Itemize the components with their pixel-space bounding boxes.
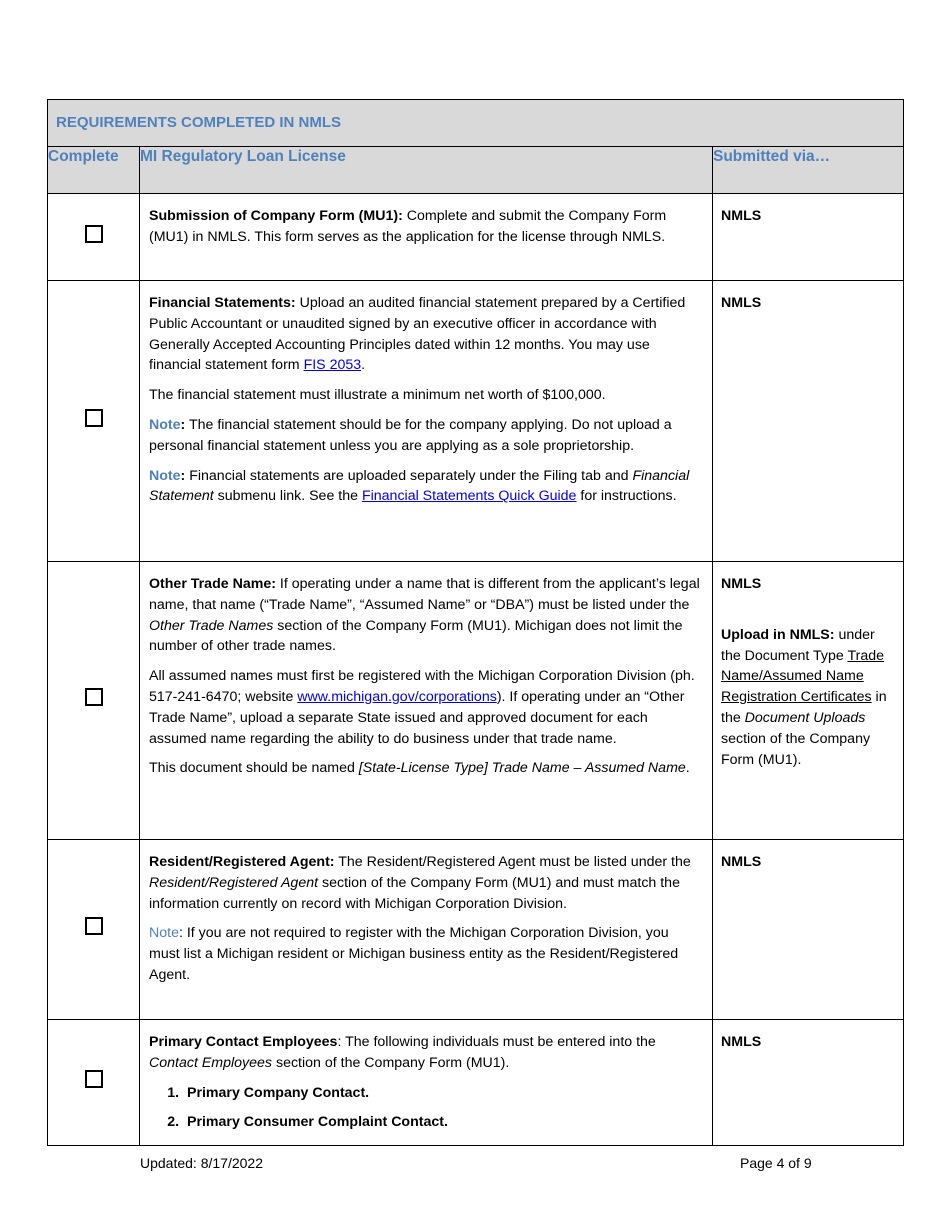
document-type-name: Trade Name/Assumed Name Registration Certificates [721, 647, 885, 706]
note-italic: Financial Statement [149, 467, 690, 505]
submitted-cell [713, 1020, 904, 1146]
note-colon: : [180, 416, 186, 433]
note-colon: : [180, 467, 186, 484]
submitted-cell [713, 194, 904, 281]
fis-2053-link[interactable]: FIS 2053 [303, 357, 362, 374]
submitted-cell [713, 281, 904, 562]
submitted-via-value: NMLS [721, 295, 762, 311]
note-text: Financial statements are uploaded separately under the Filing tab and [185, 467, 633, 484]
requirement-text: section of the Company Form (MU1). Michigan does not limit the number of other trade names. [149, 617, 683, 655]
requirement-text: If operating under a name that is different from the applicant’s legal name, that name (“Trade Name”, “Assumed Name” or “DBA”) must be listed under the [149, 576, 700, 613]
note-label: Note [149, 925, 179, 942]
requirement-text: The Resident/Registered Agent must be listed under the [334, 854, 691, 870]
requirement-cell [140, 1020, 713, 1146]
submitted-cell [713, 562, 904, 840]
header-license: MI Regulatory Loan License [140, 147, 713, 194]
requirement-text: ). If operating under an “Other Trade Name”, upload a separate State issued and approved document for each assumed name regarding the ability to do business under that trade name. [149, 688, 685, 747]
table-row [48, 194, 904, 281]
note-text: The financial statement should be for the company applying. Do not upload a personal financial statement unless you are applying as a sole proprietorship. [149, 416, 672, 454]
checkbox-trade-name[interactable] [85, 688, 103, 706]
checkbox-company-form[interactable] [85, 225, 103, 243]
complete-cell [48, 840, 140, 1020]
checkbox-contact-employees[interactable] [85, 1070, 103, 1088]
requirement-cell [140, 562, 713, 840]
header-submitted: Submitted via… [713, 147, 904, 194]
requirement-cell [140, 194, 713, 281]
upload-label: Upload in NMLS: [721, 626, 835, 643]
requirement-cell [140, 840, 713, 1020]
submitted-via-value: NMLS [721, 854, 762, 870]
requirement-cell [140, 281, 713, 562]
complete-cell [48, 562, 140, 840]
upload-text: under the Document Type [721, 626, 875, 664]
table-row [48, 1020, 904, 1146]
punctuation: . [685, 760, 690, 777]
requirement-text: Complete and submit the Company Form (MU1) in NMLS. This form serves as the application for the license through NMLS. [149, 208, 667, 245]
requirement-italic: Resident/Registered Agent [149, 874, 319, 891]
table-title: REQUIREMENTS COMPLETED IN NMLS [48, 100, 904, 147]
note-text: submenu link. See the [213, 488, 362, 505]
punctuation: . [361, 357, 366, 374]
requirement-text: This document should be named [149, 760, 359, 777]
requirement-text: section of the Company Form (MU1). [272, 1054, 510, 1071]
requirement-text: All assumed names must first be registered with the Michigan Corporation Division (ph. 517-241-6470; website [149, 668, 695, 705]
contact-list [149, 1083, 703, 1134]
checkbox-registered-agent[interactable] [85, 917, 103, 935]
requirement-text: : The following individuals must be entered into the [337, 1034, 656, 1050]
quick-guide-link[interactable]: Financial Statements Quick Guide [361, 488, 577, 505]
table-row [48, 281, 904, 562]
table-row [48, 562, 904, 840]
corporations-link[interactable]: www.michigan.gov/corporations [297, 688, 497, 705]
table-title-row [48, 100, 904, 147]
header-row [48, 147, 904, 194]
note-label: Note [149, 467, 181, 484]
requirement-italic: Other Trade Names [149, 617, 274, 634]
complete-cell [48, 194, 140, 281]
note-text: : If you are not required to register with the Michigan Corporation Division, you must list a Michigan resident or Michigan business entity as the Resident/Registered Agent. [149, 925, 679, 983]
upload-text: section of the Company Form (MU1). [721, 730, 871, 768]
header-complete: Complete [48, 147, 140, 194]
complete-cell [48, 1020, 140, 1146]
list-item: 2. Primary Consumer Complaint Contact. [183, 1112, 703, 1133]
requirement-title: Submission of Company Form (MU1): [149, 208, 403, 224]
submitted-via-value: NMLS [721, 576, 762, 592]
note-text: for instructions. [576, 488, 677, 505]
footer-updated: Updated: 8/17/2022 [140, 1155, 263, 1171]
upload-italic: Document Uploads [744, 709, 866, 726]
requirement-italic: Contact Employees [149, 1054, 273, 1071]
submitted-via-value: NMLS [721, 208, 762, 224]
submitted-cell [713, 840, 904, 1020]
checkbox-financial-statements[interactable] [85, 409, 103, 427]
requirement-italic: [State-License Type] Trade Name – Assumed Name [358, 760, 686, 777]
submitted-via-value: NMLS [721, 1034, 762, 1050]
requirement-text: section of the Company Form (MU1) and must match the information currently on record with Michigan Corporation Division. [149, 874, 680, 912]
requirement-title: Resident/Registered Agent: [149, 854, 335, 870]
requirement-title: Primary Contact Employees [149, 1034, 338, 1050]
list-item: 1. Primary Company Contact. [183, 1083, 703, 1104]
table-row [48, 840, 904, 1020]
upload-text: in the [721, 689, 887, 726]
requirement-text: Upload an audited financial statement prepared by a Certified Public Accountant or unaudited signed by an executive officer in accordance with Generally Accepted Accounting Principles dated within 12 months. You may use financial statement form [149, 295, 686, 374]
complete-cell [48, 281, 140, 562]
net-worth-text: The financial statement must illustrate a minimum net worth of $100,000. [149, 387, 606, 404]
note-label: Note [149, 416, 181, 433]
requirement-title: Financial Statements: [149, 295, 296, 311]
requirement-title: Other Trade Name: [149, 576, 276, 592]
requirements-table [47, 99, 904, 1146]
footer-page-number: Page 4 of 9 [740, 1155, 812, 1171]
